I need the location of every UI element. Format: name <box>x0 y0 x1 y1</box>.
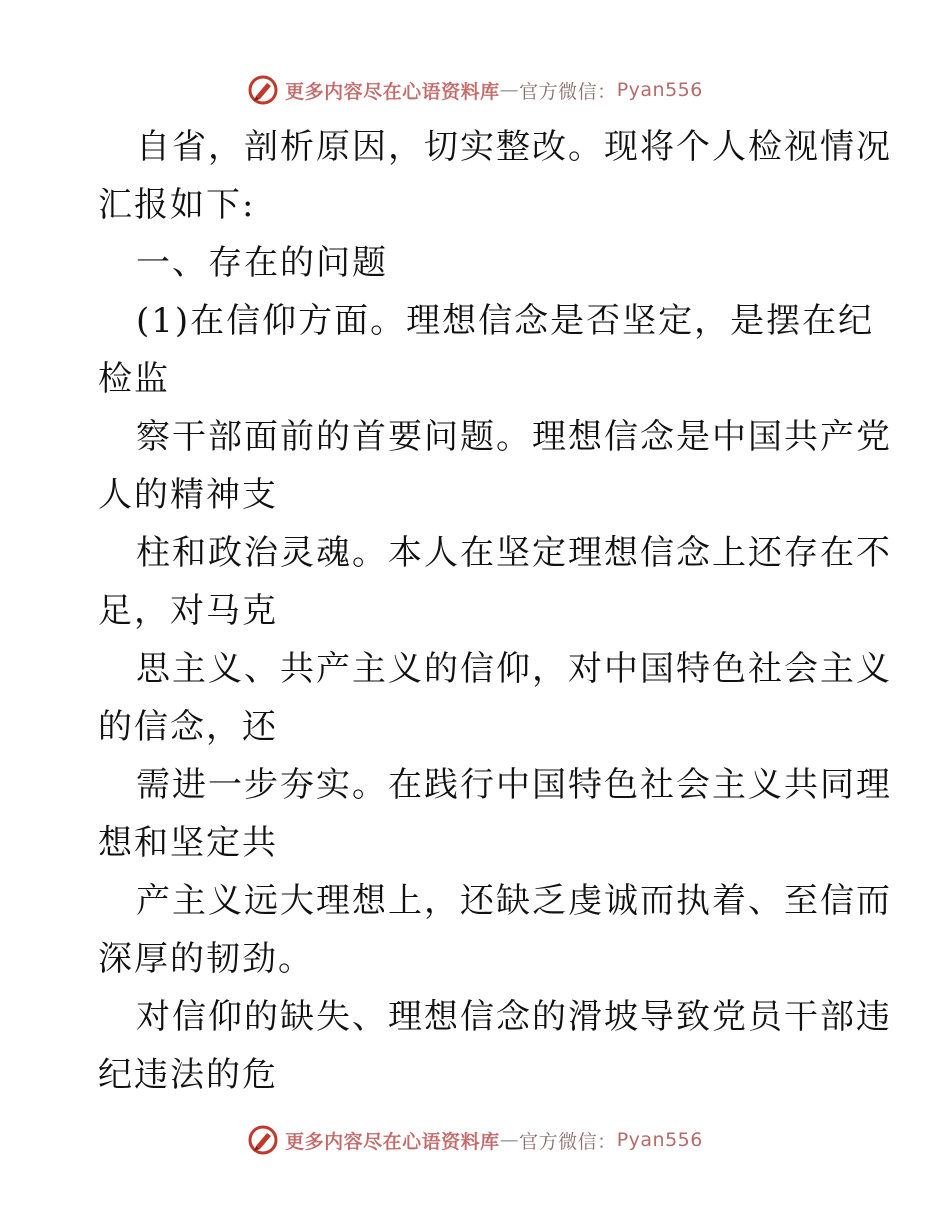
text-line: 想和坚定共 <box>98 823 278 863</box>
text-line: 自省，剖析原因，切实整改。现将个人检视情况 <box>136 127 892 167</box>
text-line: 产主义远大理想上，还缺乏虔诚而执着、至信而 <box>136 881 892 921</box>
pen-logo-icon <box>247 1124 279 1156</box>
watermark-id: Pyan556 <box>616 1129 703 1151</box>
watermark-main-text: 更多内容尽在心语资料库 <box>285 80 500 103</box>
text-line: 纪违法的危 <box>98 1055 278 1095</box>
text-line: 深厚的韧劲。 <box>98 939 314 979</box>
watermark-id: Pyan556 <box>616 79 703 101</box>
text-line: (1)在信仰方面。理想信念是否坚定，是摆在纪 <box>136 301 875 341</box>
document-body <box>98 118 892 1104</box>
section-heading: 一、存在的问题 <box>136 243 388 283</box>
text-line: 思主义、共产主义的信仰，对中国特色社会主义 <box>136 649 892 689</box>
watermark-label: 官方微信： <box>519 80 617 103</box>
text-line: 柱和政治灵魂。本人在坚定理想信念上还存在不 <box>136 533 892 573</box>
pen-logo-icon <box>247 74 279 106</box>
text-line: 足，对马克 <box>98 591 278 631</box>
text-line: 需进一步夯实。在践行中国特色社会主义共同理 <box>136 765 892 805</box>
text-line: 对信仰的缺失、理想信念的滑坡导致党员干部违 <box>136 997 892 1037</box>
text-line: 察干部面前的首要问题。理想信念是中国共产党 <box>136 417 892 457</box>
text-line: 检监 <box>98 359 170 399</box>
watermark-dash: — <box>499 79 520 101</box>
watermark-dash: — <box>499 1129 520 1151</box>
watermark-label: 官方微信： <box>519 1130 617 1153</box>
text-line: 汇报如下: <box>98 185 256 225</box>
footer-watermark <box>0 1120 950 1160</box>
header-watermark <box>0 70 950 110</box>
text-line: 人的精神支 <box>98 475 278 515</box>
watermark-main-text: 更多内容尽在心语资料库 <box>285 1130 500 1153</box>
text-line: 的信念，还 <box>98 707 278 747</box>
